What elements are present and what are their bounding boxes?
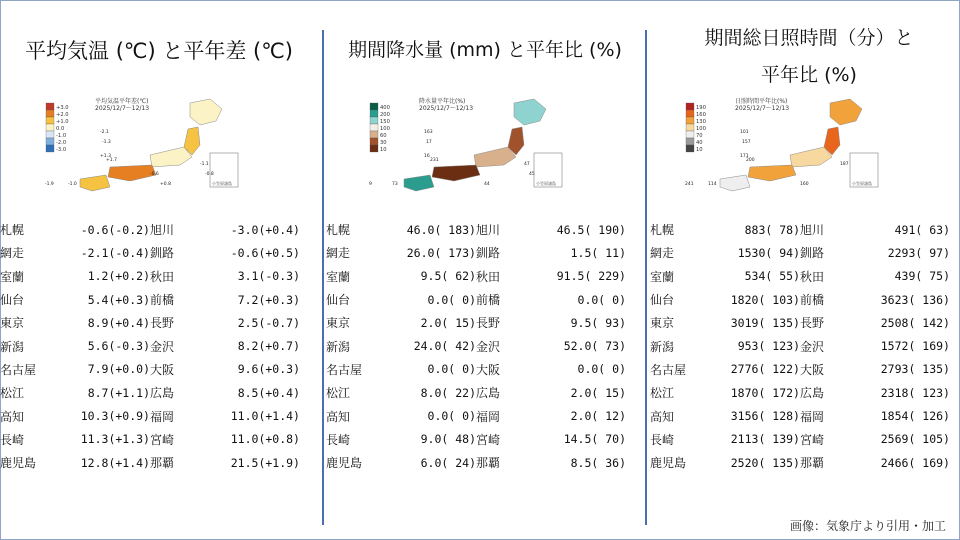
map-station-label: -1.0 — [68, 182, 77, 187]
station-name: 釧路 — [476, 246, 501, 261]
table-row — [0, 381, 300, 404]
table-row — [0, 265, 300, 288]
station-name: 網走 — [326, 246, 351, 261]
map-station-label: 157 — [742, 140, 751, 145]
temperature-table — [0, 218, 300, 474]
column-divider — [645, 30, 647, 525]
station-value: 1.2(+0.2) — [87, 269, 150, 284]
station-value: 0.0( 0) — [427, 362, 476, 377]
station-value: 3.1(-0.3) — [237, 269, 300, 284]
table-row — [326, 381, 626, 404]
station-name: 長野 — [800, 316, 825, 331]
station-value: 46.0( 183) — [406, 222, 476, 237]
station-value: 14.5( 70) — [563, 432, 626, 447]
legend-label: +1.0 — [56, 119, 69, 125]
station-value: 5.4(+0.3) — [87, 292, 150, 307]
station-name: 鹿児島 — [0, 456, 37, 471]
legend-label: -3.0 — [56, 147, 67, 153]
station-value: 1530( 94) — [737, 245, 800, 260]
station-value: 12.8(+1.4) — [80, 455, 150, 470]
station-name: 宮崎 — [476, 432, 501, 447]
station-value: 7.9(+0.0) — [87, 362, 150, 377]
station-value: 8.7(+1.1) — [87, 385, 150, 400]
table-row — [650, 265, 950, 288]
station-value: 0.0( 0) — [427, 409, 476, 424]
map-station-label: 160 — [800, 182, 809, 187]
table-row — [326, 428, 626, 451]
station-value: 5.6(-0.3) — [87, 339, 150, 354]
station-name: 前橋 — [150, 293, 175, 308]
map-period: 2025/12/7〜12/13 — [419, 105, 474, 112]
station-name: 那覇 — [800, 456, 825, 471]
station-name: 高知 — [0, 409, 25, 424]
map-heading: 日照時間平年比(%) — [735, 98, 788, 105]
precipitation-table — [326, 218, 626, 474]
station-value: 1.5( 11) — [570, 245, 626, 260]
station-value: 8.0( 22) — [420, 385, 476, 400]
station-value: 9.5( 62) — [420, 269, 476, 284]
station-name: 仙台 — [650, 293, 675, 308]
legend-label: 10 — [696, 147, 703, 153]
station-name: 松江 — [650, 386, 675, 401]
station-value: 26.0( 173) — [406, 245, 476, 260]
map-station-label: 73 — [392, 182, 398, 187]
table-row — [650, 451, 950, 474]
station-value: -0.6(+0.5) — [230, 245, 300, 260]
station-name: 前橋 — [800, 293, 825, 308]
map-station-label: 163 — [424, 130, 433, 135]
station-value: 0.0( 0) — [427, 292, 476, 307]
map-station-label: -1.9 — [45, 182, 54, 187]
legend-label: 200 — [380, 112, 390, 118]
sunshine-title — [650, 20, 960, 94]
station-value: 439( 75) — [894, 269, 950, 284]
station-value: 2776( 122) — [730, 362, 800, 377]
map-station-label: 44 — [484, 182, 490, 187]
table-row — [326, 288, 626, 311]
inset-label: 小笠原諸島 — [212, 181, 232, 186]
station-name: 広島 — [150, 386, 175, 401]
map-station-label: 114 — [708, 182, 717, 187]
station-name: 東京 — [0, 316, 25, 331]
legend-label: -2.0 — [56, 140, 67, 146]
legend-label: 30 — [380, 140, 387, 146]
map-station-label: 241 — [685, 182, 694, 187]
station-value: 2520( 135) — [730, 455, 800, 470]
map-station-label: +1.7 — [106, 158, 117, 163]
station-name: 福岡 — [476, 409, 501, 424]
legend-label: 60 — [380, 133, 387, 139]
station-value: 883( 78) — [744, 222, 800, 237]
table-row — [0, 288, 300, 311]
station-name: 室蘭 — [650, 269, 675, 284]
map-station-label: 200 — [746, 158, 755, 163]
legend-label: -1.0 — [56, 133, 67, 139]
legend-label: +3.0 — [56, 105, 69, 111]
map-station-label: 171 — [740, 154, 749, 159]
table-row — [326, 404, 626, 427]
station-name: 釧路 — [150, 246, 175, 261]
table-row — [0, 404, 300, 427]
station-value: 11.3(+1.3) — [80, 432, 150, 447]
station-value: 1572( 169) — [880, 339, 950, 354]
station-value: 1820( 103) — [730, 292, 800, 307]
station-value: 9.0( 48) — [420, 432, 476, 447]
station-name: 新潟 — [650, 339, 675, 354]
inset-label: 小笠原諸島 — [852, 181, 872, 186]
station-name: 長崎 — [326, 432, 351, 447]
station-value: 2293( 97) — [887, 245, 950, 260]
station-name: 長崎 — [0, 432, 25, 447]
table-row — [650, 311, 950, 334]
station-name: 仙台 — [326, 293, 351, 308]
station-value: 46.5( 190) — [556, 222, 626, 237]
station-name: 札幌 — [650, 223, 675, 238]
precipitation-map — [364, 95, 564, 195]
station-value: 0.0( 0) — [577, 292, 626, 307]
station-value: 0.0( 0) — [577, 362, 626, 377]
station-name: 札幌 — [326, 223, 351, 238]
table-row — [650, 428, 950, 451]
station-name: 金沢 — [150, 339, 175, 354]
table-row — [650, 218, 950, 241]
map-station-label: 9 — [369, 182, 372, 187]
station-name: 札幌 — [0, 223, 25, 238]
table-row — [0, 218, 300, 241]
sunshine-title-line-2: 平年比 (%) — [761, 64, 857, 86]
map-station-label: +0.8 — [160, 182, 171, 187]
station-name: 大阪 — [800, 362, 825, 377]
station-value: -3.0(+0.4) — [230, 222, 300, 237]
map-station-label: -2.1 — [100, 130, 109, 135]
station-name: 東京 — [326, 316, 351, 331]
station-name: 金沢 — [476, 339, 501, 354]
legend-label: 400 — [380, 105, 390, 111]
station-name: 宮崎 — [150, 432, 175, 447]
station-value: 2508( 142) — [880, 315, 950, 330]
temperature-map — [40, 95, 240, 195]
legend-label: 160 — [696, 112, 706, 118]
station-value: 2.5(-0.7) — [237, 315, 300, 330]
station-name: 大阪 — [150, 362, 175, 377]
station-name: 新潟 — [326, 339, 351, 354]
map-station-label: 17 — [426, 140, 432, 145]
map-heading: 降水量平年比(%) — [419, 98, 466, 105]
source-credit: 画像：気象庁より引用・加工 — [789, 519, 946, 533]
station-value: 8.9(+0.4) — [87, 315, 150, 330]
station-value: 491( 63) — [894, 222, 950, 237]
station-value: 1870( 172) — [730, 385, 800, 400]
station-value: 8.5( 36) — [570, 455, 626, 470]
table-row — [0, 428, 300, 451]
station-name: 新潟 — [0, 339, 25, 354]
map-station-label: 101 — [740, 130, 749, 135]
station-name: 鹿児島 — [650, 456, 687, 471]
station-value: 953( 123) — [737, 339, 800, 354]
station-name: 名古屋 — [650, 362, 687, 377]
map-station-label: +1.3 — [100, 154, 111, 159]
table-row — [326, 241, 626, 264]
station-value: 3623( 136) — [880, 292, 950, 307]
station-value: 2.0( 15) — [420, 315, 476, 330]
station-name: 長野 — [150, 316, 175, 331]
station-name: 網走 — [0, 246, 25, 261]
map-station-label: 231 — [430, 158, 439, 163]
table-row — [326, 311, 626, 334]
station-value: 3156( 128) — [730, 409, 800, 424]
station-value: 2.0( 15) — [570, 385, 626, 400]
temperature-title: 平均気温 (℃) と平年差 (℃) — [25, 39, 293, 63]
station-name: 松江 — [326, 386, 351, 401]
legend-label: 70 — [696, 133, 703, 139]
station-value: 2.0( 12) — [570, 409, 626, 424]
table-row — [326, 451, 626, 474]
precipitation-title: 期間降水量 (mm) と平年比 (%) — [348, 39, 622, 61]
station-name: 那覇 — [476, 456, 501, 471]
map-station-label: -0.8 — [205, 172, 214, 177]
map-station-label: 16 — [424, 154, 430, 159]
station-value: 11.0(+1.4) — [230, 409, 300, 424]
table-row — [0, 241, 300, 264]
station-value: -2.1(-0.4) — [80, 245, 150, 260]
station-value: 21.5(+1.9) — [230, 455, 300, 470]
table-row — [0, 334, 300, 357]
sunshine-title-line-1: 期間総日照時間（分）と — [704, 27, 914, 49]
station-name: 東京 — [650, 316, 675, 331]
sunshine-map-graphic — [680, 95, 880, 195]
station-value: 8.5(+0.4) — [237, 385, 300, 400]
station-value: 11.0(+0.8) — [230, 432, 300, 447]
map-station-label: -1.3 — [102, 140, 111, 145]
map-station-label: -1.1 — [200, 162, 209, 167]
column-divider — [322, 30, 324, 525]
station-value: 2466( 169) — [880, 455, 950, 470]
table-row — [326, 334, 626, 357]
station-value: 24.0( 42) — [413, 339, 476, 354]
map-station-label: 47 — [524, 162, 530, 167]
map-station-label: 187 — [840, 162, 849, 167]
station-value: 3019( 135) — [730, 315, 800, 330]
station-value: 52.0( 73) — [563, 339, 626, 354]
table-row — [326, 358, 626, 381]
station-value: 2793( 135) — [880, 362, 950, 377]
station-name: 釧路 — [800, 246, 825, 261]
station-name: 高知 — [326, 409, 351, 424]
station-value: 7.2(+0.3) — [237, 292, 300, 307]
legend-label: 100 — [696, 126, 706, 132]
station-value: 1854( 126) — [880, 409, 950, 424]
station-name: 前橋 — [476, 293, 501, 308]
station-name: 福岡 — [800, 409, 825, 424]
station-name: 秋田 — [150, 269, 175, 284]
table-row — [650, 381, 950, 404]
station-name: 秋田 — [800, 269, 825, 284]
station-value: 10.3(+0.9) — [80, 409, 150, 424]
station-name: 長野 — [476, 316, 501, 331]
station-name: 室蘭 — [326, 269, 351, 284]
station-name: 広島 — [800, 386, 825, 401]
legend-label: 100 — [380, 126, 390, 132]
map-period: 2025/12/7〜12/13 — [95, 105, 150, 112]
station-name: 松江 — [0, 386, 25, 401]
station-name: 仙台 — [0, 293, 25, 308]
table-row — [650, 404, 950, 427]
station-name: 那覇 — [150, 456, 175, 471]
table-row — [326, 265, 626, 288]
station-name: 網走 — [650, 246, 675, 261]
station-name: 福岡 — [150, 409, 175, 424]
table-row — [650, 241, 950, 264]
table-row — [650, 334, 950, 357]
precipitation-column — [326, 0, 644, 525]
map-station-label: 45 — [529, 172, 535, 177]
station-name: 金沢 — [800, 339, 825, 354]
temperature-map-graphic — [40, 95, 240, 195]
station-value: 91.5( 229) — [556, 269, 626, 284]
station-name: 高知 — [650, 409, 675, 424]
legend-label: 0.0 — [56, 126, 65, 132]
station-name: 長崎 — [650, 432, 675, 447]
station-value: 8.2(+0.7) — [237, 339, 300, 354]
station-value: 9.6(+0.3) — [237, 362, 300, 377]
legend-label: 150 — [380, 119, 390, 125]
table-row — [0, 358, 300, 381]
station-name: 宮崎 — [800, 432, 825, 447]
precipitation-map-graphic — [364, 95, 564, 195]
inset-label: 小笠原諸島 — [536, 181, 556, 186]
legend-label: 40 — [696, 140, 703, 146]
station-name: 広島 — [476, 386, 501, 401]
temperature-column — [0, 0, 318, 525]
station-value: 6.0( 24) — [420, 455, 476, 470]
station-value: -0.6(-0.2) — [80, 222, 150, 237]
station-name: 室蘭 — [0, 269, 25, 284]
table-row — [0, 311, 300, 334]
map-station-label: -0.6 — [150, 172, 159, 177]
map-heading: 平均気温平年差(℃) — [95, 98, 149, 105]
map-period: 2025/12/7〜12/13 — [735, 105, 790, 112]
sunshine-column — [650, 0, 960, 525]
table-row — [650, 288, 950, 311]
station-value: 2113( 139) — [730, 432, 800, 447]
station-value: 534( 55) — [744, 269, 800, 284]
sunshine-map — [680, 95, 880, 195]
station-value: 2318( 123) — [880, 385, 950, 400]
legend-label: 130 — [696, 119, 706, 125]
station-name: 名古屋 — [326, 362, 363, 377]
table-row — [0, 451, 300, 474]
station-name: 秋田 — [476, 269, 501, 284]
station-name: 名古屋 — [0, 362, 37, 377]
legend-label: 10 — [380, 147, 387, 153]
station-value: 2569( 105) — [880, 432, 950, 447]
station-name: 大阪 — [476, 362, 501, 377]
table-row — [326, 218, 626, 241]
legend-label: 190 — [696, 105, 706, 111]
legend-label: +2.0 — [56, 112, 69, 118]
sunshine-table — [650, 218, 950, 474]
station-value: 9.5( 93) — [570, 315, 626, 330]
station-name: 旭川 — [476, 223, 501, 238]
table-row — [650, 358, 950, 381]
station-name: 旭川 — [150, 223, 175, 238]
station-name: 旭川 — [800, 223, 825, 238]
station-name: 鹿児島 — [326, 456, 363, 471]
